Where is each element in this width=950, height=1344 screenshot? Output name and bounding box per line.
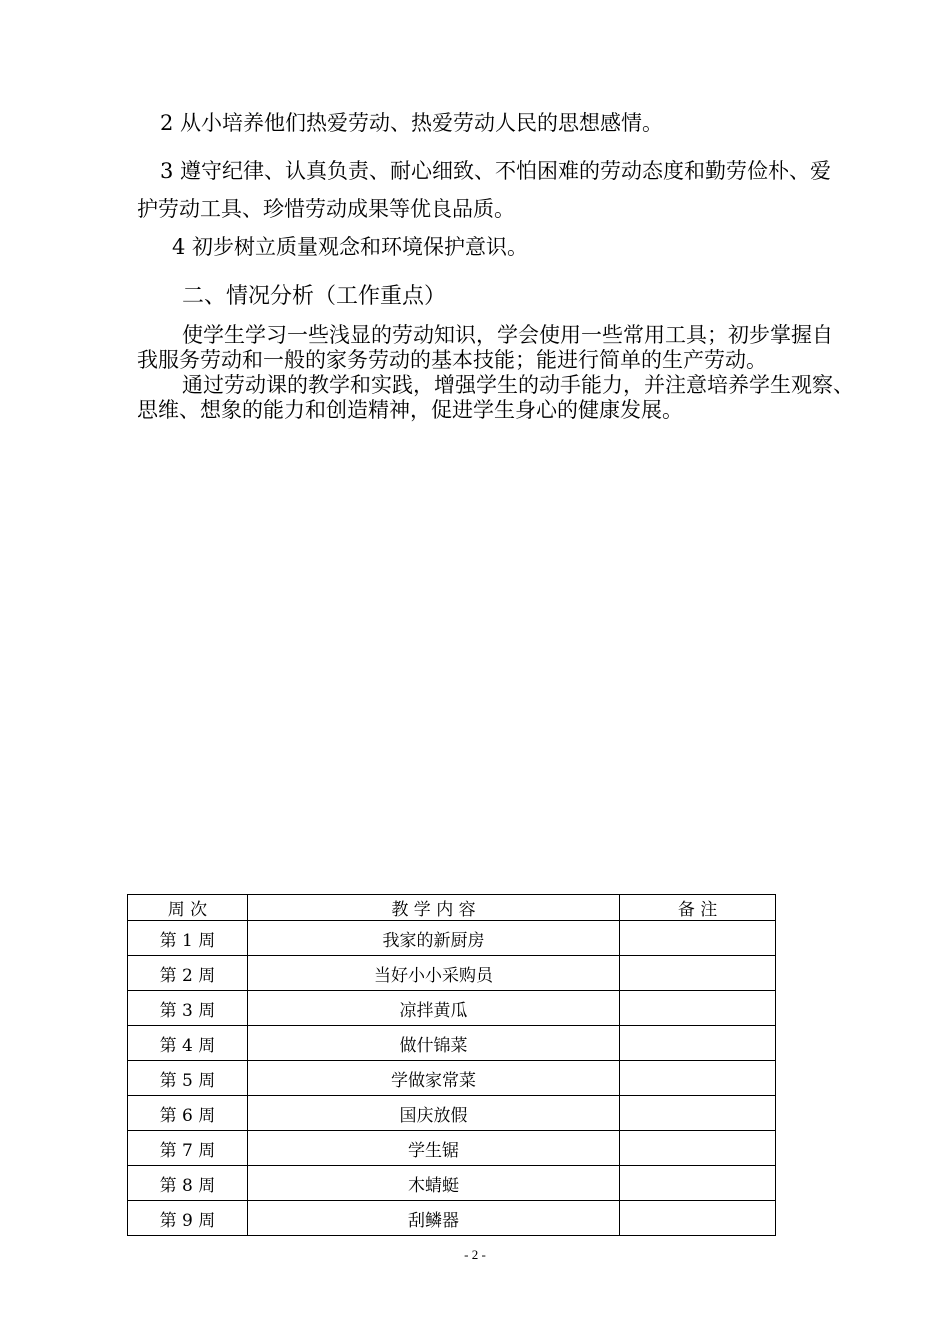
cell-notes xyxy=(620,956,776,991)
cell-week: 第 1 周 xyxy=(128,921,248,956)
paragraph-item-2: 2 从小培养他们热爱劳动、热爱劳动人民的思想感情。 xyxy=(160,111,664,135)
header-week: 周 次 xyxy=(128,895,248,921)
cell-notes xyxy=(620,1096,776,1131)
table-row xyxy=(128,1026,776,1061)
table-row xyxy=(128,1131,776,1166)
cell-week: 第 5 周 xyxy=(128,1061,248,1096)
cell-week: 第 2 周 xyxy=(128,956,248,991)
body-line-1: 使学生学习一些浅显的劳动知识，学会使用一些常用工具；初步掌握自 xyxy=(182,323,833,347)
cell-content: 刮鳞器 xyxy=(247,1201,619,1236)
body-line-2: 我服务劳动和一般的家务劳动的基本技能；能进行简单的生产劳动。 xyxy=(137,348,767,372)
cell-content: 当好小小采购员 xyxy=(247,956,619,991)
cell-content: 木蜻蜓 xyxy=(247,1166,619,1201)
table-header-row xyxy=(128,895,776,921)
cell-content: 学生锯 xyxy=(247,1131,619,1166)
cell-content: 学做家常菜 xyxy=(247,1061,619,1096)
paragraph-item-3-line2: 护劳动工具、珍惜劳动成果等优良品质。 xyxy=(137,197,515,221)
table-row xyxy=(128,1166,776,1201)
header-content: 教 学 内 容 xyxy=(247,895,619,921)
cell-week: 第 6 周 xyxy=(128,1096,248,1131)
cell-week: 第 8 周 xyxy=(128,1166,248,1201)
cell-notes xyxy=(620,1026,776,1061)
body-line-4: 思维、想象的能力和创造精神，促进学生身心的健康发展。 xyxy=(137,398,683,422)
cell-week: 第 3 周 xyxy=(128,991,248,1026)
section-heading: 二、情况分析（工作重点） xyxy=(182,284,447,309)
table-row xyxy=(128,1201,776,1236)
body-line-3: 通过劳动课的教学和实践，增强学生的动手能力，并注意培养学生观察、 xyxy=(182,373,854,397)
table-row xyxy=(128,956,776,991)
cell-notes xyxy=(620,1201,776,1236)
cell-content: 凉拌黄瓜 xyxy=(247,991,619,1026)
cell-notes xyxy=(620,1166,776,1201)
cell-notes xyxy=(620,1061,776,1096)
table-row xyxy=(128,991,776,1026)
cell-content: 国庆放假 xyxy=(247,1096,619,1131)
cell-week: 第 9 周 xyxy=(128,1201,248,1236)
schedule-table xyxy=(127,894,776,1236)
cell-content: 做什锦菜 xyxy=(247,1026,619,1061)
table-row xyxy=(128,921,776,956)
cell-notes xyxy=(620,991,776,1026)
cell-notes xyxy=(620,921,776,956)
table-row xyxy=(128,1061,776,1096)
paragraph-item-4: 4 初步树立质量观念和环境保护意识。 xyxy=(172,235,529,259)
table-row xyxy=(128,1096,776,1131)
cell-week: 第 4 周 xyxy=(128,1026,248,1061)
page-number: - 2 - xyxy=(464,1247,486,1262)
cell-notes xyxy=(620,1131,776,1166)
cell-week: 第 7 周 xyxy=(128,1131,248,1166)
paragraph-item-3-line1: 3 遵守纪律、认真负责、耐心细致、不怕困难的劳动态度和勤劳俭朴、爱 xyxy=(160,159,832,183)
header-notes: 备 注 xyxy=(620,895,776,921)
cell-content: 我家的新厨房 xyxy=(247,921,619,956)
